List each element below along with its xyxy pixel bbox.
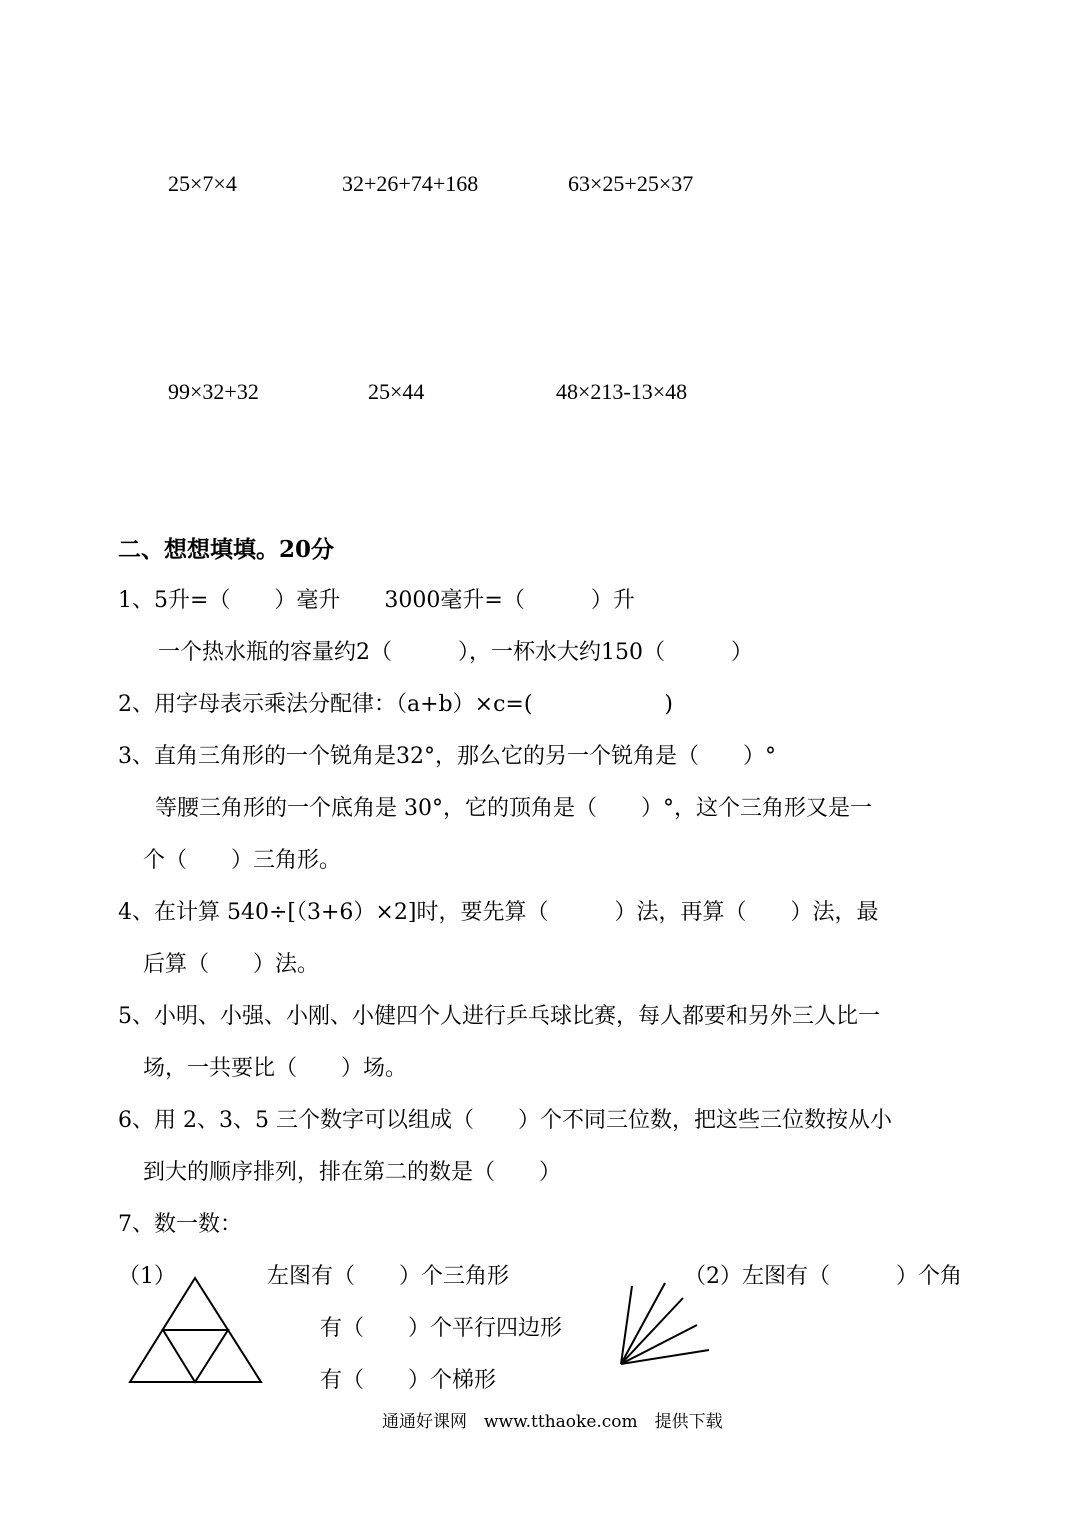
inner-triangle bbox=[163, 1330, 228, 1382]
q4-line2: 后算（ ）法。 bbox=[143, 952, 320, 977]
q7-part1-triangles: 左图有（ ）个三角形 bbox=[267, 1264, 510, 1289]
q6-line2: 到大的顺序排列，排在第二的数是（ ） bbox=[143, 1160, 562, 1185]
calc-4: 99×32+32 bbox=[168, 379, 259, 404]
q7-title: 7、数一数： bbox=[118, 1212, 242, 1237]
angle-rays-figure bbox=[615, 1280, 715, 1380]
q1-line2: 一个热水瓶的容量约2（ ），一杯水大约150（ ） bbox=[158, 640, 753, 665]
q6-line1: 6、用 2、3、5 三个数字可以组成（ ）个不同三位数，把这些三位数按从小 bbox=[118, 1108, 892, 1133]
triangle-figure bbox=[125, 1275, 265, 1385]
q7-part2-angles: （2）左图有（ ）个角 bbox=[684, 1264, 962, 1289]
calc-2: 32+26+74+168 bbox=[342, 171, 479, 196]
calc-6: 48×213-13×48 bbox=[556, 379, 688, 404]
section-title: 二、想想填填。20分 bbox=[118, 536, 335, 563]
q3-line1: 3、直角三角形的一个锐角是32°，那么它的另一个锐角是（ ）° bbox=[118, 744, 776, 769]
q3-line2: 等腰三角形的一个底角是 30°，它的顶角是（ ）°，这个三角形又是一 bbox=[155, 796, 872, 821]
q3-line3: 个（ ）三角形。 bbox=[143, 848, 342, 873]
q2: 2、用字母表示乘法分配律：（a+b）×c=( ) bbox=[118, 692, 673, 717]
q7-part1-trapezoids: 有（ ）个梯形 bbox=[320, 1368, 497, 1393]
calc-5: 25×44 bbox=[368, 379, 425, 404]
q7-part1-parallelograms: 有（ ）个平行四边形 bbox=[320, 1316, 563, 1341]
q4-line1: 4、在计算 540÷[（3+6）×2]时，要先算（ ）法，再算（ ）法，最 bbox=[118, 900, 879, 925]
q1-line1: 1、5升=（ ）毫升 3000毫升=（ ）升 bbox=[118, 588, 635, 613]
calc-1: 25×7×4 bbox=[168, 171, 237, 196]
q7-part1-label: （1） bbox=[118, 1264, 176, 1289]
q5-line1: 5、小明、小强、小刚、小健四个人进行乒乓球比赛，每人都要和另外三人比一 bbox=[118, 1004, 880, 1029]
footer-credit: 通通好课网 www.tthaoke.com 提供下载 bbox=[382, 1412, 723, 1432]
calc-3: 63×25+25×37 bbox=[568, 171, 694, 196]
q5-line2: 场，一共要比（ ）场。 bbox=[143, 1056, 408, 1081]
